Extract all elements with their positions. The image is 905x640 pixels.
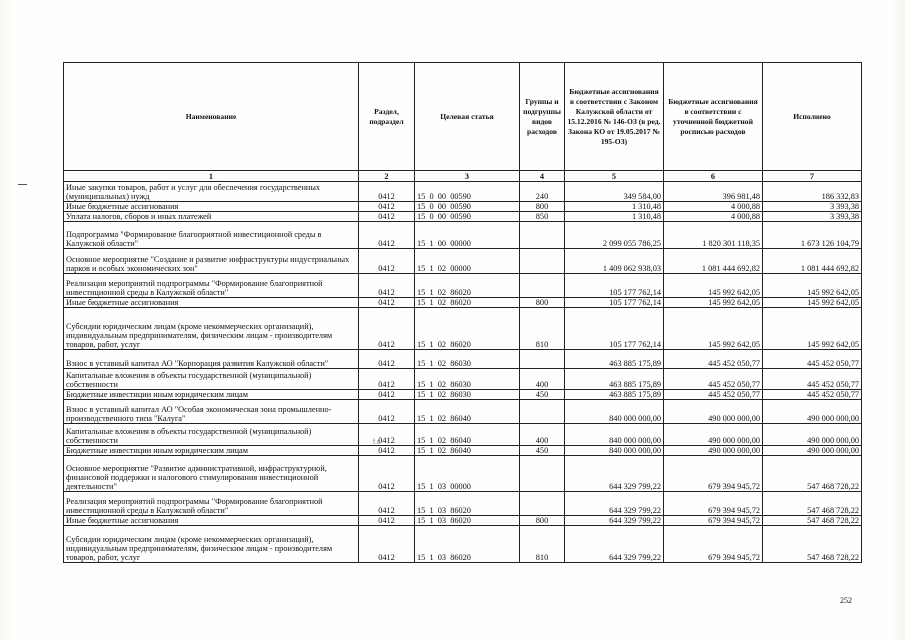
row-approved: 840 000 000,00 (565, 446, 664, 456)
table-row (64, 249, 862, 274)
row-approved: 644 329 799,22 (565, 526, 664, 563)
row-refined: 679 394 945,72 (664, 526, 763, 563)
row-group (520, 249, 565, 274)
row-approved: 644 329 799,22 (565, 492, 664, 516)
row-refined: 490 000 000,00 (664, 446, 763, 456)
row-executed: 547 468 728,22 (763, 526, 862, 563)
table-row (64, 456, 862, 492)
row-executed: 3 393,38 (763, 212, 862, 222)
handwritten-mark: f.c (373, 439, 381, 446)
row-executed: 145 992 642,05 (763, 298, 862, 308)
row-approved: 840 000 000,00 (565, 424, 664, 446)
row-group: 450 (520, 446, 565, 456)
row-refined: 445 452 050,77 (664, 390, 763, 400)
row-approved: 644 329 799,22 (565, 456, 664, 492)
row-article: 15 1 03 86020 (415, 516, 520, 526)
row-article: 15 1 02 86040 (415, 400, 520, 424)
row-executed: 490 000 000,00 (763, 446, 862, 456)
row-article: 15 1 03 00000 (415, 456, 520, 492)
row-article: 15 0 00 00590 (415, 212, 520, 222)
table-row (64, 446, 862, 456)
row-refined: 145 992 642,05 (664, 308, 763, 350)
row-approved: 349 584,00 (565, 182, 664, 202)
column-number: 1 (64, 171, 359, 182)
row-group (520, 456, 565, 492)
table-row (64, 424, 862, 446)
row-article: 15 1 02 86030 (415, 369, 520, 390)
column-number-row (64, 171, 862, 182)
row-section: 0412 (359, 446, 415, 456)
row-executed: 445 452 050,77 (763, 350, 862, 369)
row-group: 400 (520, 424, 565, 446)
row-refined: 4 000,88 (664, 212, 763, 222)
row-article: 15 1 02 86040 (415, 446, 520, 456)
page-number: 252 (840, 596, 852, 605)
row-executed: 490 000 000,00 (763, 400, 862, 424)
column-number: 7 (763, 171, 862, 182)
header-article: Целевая статья (415, 63, 520, 171)
row-article: 15 1 00 00000 (415, 222, 520, 249)
row-refined: 1 820 301 118,35 (664, 222, 763, 249)
row-name: Субсидии юридическим лицам (кроме некоммерческих организаций), индивидуальным предпринимателям, физическим лицам - производителям товаров, работ, услуг (64, 308, 359, 350)
row-article: 15 0 00 00590 (415, 202, 520, 212)
row-article: 15 1 03 86020 (415, 526, 520, 563)
row-group (520, 492, 565, 516)
row-executed: 145 992 642,05 (763, 308, 862, 350)
row-section: 0412 (359, 274, 415, 298)
column-number: 6 (664, 171, 763, 182)
row-approved: 1 409 062 938,03 (565, 249, 664, 274)
column-number: 2 (359, 171, 415, 182)
row-name: Иные бюджетные ассигнования (64, 298, 359, 308)
row-name: Бюджетные инвестиции иным юридическим лицам (64, 446, 359, 456)
row-section: 0412 (359, 492, 415, 516)
row-name: Уплата налогов, сборов и иных платежей (64, 212, 359, 222)
table-row (64, 222, 862, 249)
row-executed: 1 673 126 104,79 (763, 222, 862, 249)
row-executed: 3 393,38 (763, 202, 862, 212)
table-row (64, 182, 862, 202)
row-approved: 463 885 175,89 (565, 369, 664, 390)
row-group: 850 (520, 212, 565, 222)
column-number: 3 (415, 171, 520, 182)
row-section: 0412 (359, 212, 415, 222)
row-name: Основное мероприятие "Создание и развитие инфраструктуры индустриальных парков и особых экономических зон" (64, 249, 359, 274)
row-group (520, 222, 565, 249)
row-approved: 1 310,48 (565, 202, 664, 212)
row-name: Реализация мероприятий подпрограммы "Формирование благоприятной инвестиционной среды в Калужской области" (64, 492, 359, 516)
row-name: Реализация мероприятий подпрограммы "Формирование благоприятной инвестиционной среды в Калужской области" (64, 274, 359, 298)
column-number: 5 (565, 171, 664, 182)
row-refined: 679 394 945,72 (664, 492, 763, 516)
header-section: Раздел, подраздел (359, 63, 415, 171)
row-approved: 105 177 762,14 (565, 298, 664, 308)
table-row (64, 212, 862, 222)
row-group (520, 274, 565, 298)
table-row (64, 400, 862, 424)
row-article: 15 1 02 86030 (415, 390, 520, 400)
table-row (64, 202, 862, 212)
row-section: 0412 (359, 369, 415, 390)
row-group: 400 (520, 369, 565, 390)
row-executed: 1 081 444 692,82 (763, 249, 862, 274)
row-section: 0412 (359, 298, 415, 308)
row-name: Иные закупки товаров, работ и услуг для обеспечения государственных (муниципальных) нужд (64, 182, 359, 202)
row-name: Капитальные вложения в объекты государственной (муниципальной) собственности (64, 369, 359, 390)
row-executed: 547 468 728,22 (763, 456, 862, 492)
row-approved: 840 000 000,00 (565, 400, 664, 424)
row-group: 800 (520, 202, 565, 212)
row-refined: 490 000 000,00 (664, 400, 763, 424)
table-row (64, 492, 862, 516)
row-section: 0412 (359, 350, 415, 369)
row-approved: 463 885 175,89 (565, 390, 664, 400)
row-name: Взнос в уставный капитал АО "Особая экономическая зона промышленно-производственного типа "Калуга" (64, 400, 359, 424)
row-refined: 145 992 642,05 (664, 274, 763, 298)
row-article: 15 1 02 86030 (415, 350, 520, 369)
row-section: 0412 (359, 390, 415, 400)
row-article: 15 1 02 00000 (415, 249, 520, 274)
row-approved: 105 177 762,14 (565, 274, 664, 298)
row-article: 15 1 02 86020 (415, 298, 520, 308)
row-article: 15 1 02 86040 (415, 424, 520, 446)
table-row (64, 390, 862, 400)
row-group: 800 (520, 516, 565, 526)
column-number: 4 (520, 171, 565, 182)
header-refined: Бюджетные ассигнования в соответствии с уточненной бюджетной росписью расходов (664, 63, 763, 171)
row-group (520, 350, 565, 369)
row-approved: 644 329 799,22 (565, 516, 664, 526)
row-name: Бюджетные инвестиции иным юридическим лицам (64, 390, 359, 400)
row-name: Взнос в уставный капитал АО "Корпорация развития Калужской области" (64, 350, 359, 369)
row-approved: 1 310,48 (565, 212, 664, 222)
row-article: 15 0 00 00590 (415, 182, 520, 202)
row-group: 810 (520, 526, 565, 563)
row-executed: 445 452 050,77 (763, 390, 862, 400)
table-row (64, 298, 862, 308)
row-name: Иные бюджетные ассигнования (64, 516, 359, 526)
row-section: 0412 (359, 456, 415, 492)
table-header-row (64, 63, 862, 171)
row-group: 240 (520, 182, 565, 202)
row-refined: 4 000,88 (664, 202, 763, 212)
row-name: Капитальные вложения в объекты государственной (муниципальной) собственности (64, 424, 359, 446)
row-refined: 396 981,48 (664, 182, 763, 202)
row-approved: 2 099 055 786,25 (565, 222, 664, 249)
row-executed: 145 992 642,05 (763, 274, 862, 298)
row-approved: 105 177 762,14 (565, 308, 664, 350)
margin-mark (18, 184, 27, 185)
row-refined: 679 394 945,72 (664, 456, 763, 492)
table-row (64, 516, 862, 526)
row-executed: 547 468 728,22 (763, 492, 862, 516)
row-executed: 186 332,83 (763, 182, 862, 202)
row-name: Иные бюджетные ассигнования (64, 202, 359, 212)
row-section: 0412 (359, 222, 415, 249)
row-name: Субсидии юридическим лицам (кроме некоммерческих организаций), индивидуальным предпринимателям, физическим лицам - производителям товаров, работ, услуг (64, 526, 359, 563)
header-approved: Бюджетные ассигнования в соответствии с Законом Калужской области от 15.12.2016 № 146-ОЗ (в ред. Закона КО от 19.05.2017 № 195-ОЗ) (565, 63, 664, 171)
row-executed: 445 452 050,77 (763, 369, 862, 390)
row-article: 15 1 02 86020 (415, 274, 520, 298)
header-groups: Группы и подгруппы видов расходов (520, 63, 565, 171)
table-row (64, 526, 862, 563)
row-section: 0412 (359, 424, 415, 446)
row-refined: 490 000 000,00 (664, 424, 763, 446)
row-section: 0412 (359, 400, 415, 424)
row-refined: 445 452 050,77 (664, 350, 763, 369)
row-section: 0412 (359, 249, 415, 274)
row-refined: 679 394 945,72 (664, 516, 763, 526)
row-article: 15 1 02 86020 (415, 308, 520, 350)
header-name: Наименование (64, 63, 359, 171)
budget-table (63, 62, 862, 563)
row-section: 0412 (359, 308, 415, 350)
row-group: 450 (520, 390, 565, 400)
row-refined: 1 081 444 692,82 (664, 249, 763, 274)
row-refined: 145 992 642,05 (664, 298, 763, 308)
row-group: 800 (520, 298, 565, 308)
row-approved: 463 885 175,89 (565, 350, 664, 369)
table-row (64, 274, 862, 298)
row-executed: 547 468 728,22 (763, 516, 862, 526)
header-executed: Исполнено (763, 63, 862, 171)
row-name: Подпрограмма "Формирование благоприятной инвестиционной среды в Калужской области" (64, 222, 359, 249)
row-section: 0412 (359, 202, 415, 212)
row-section: 0412 (359, 182, 415, 202)
row-group (520, 400, 565, 424)
row-executed: 490 000 000,00 (763, 424, 862, 446)
row-section: 0412 (359, 516, 415, 526)
row-article: 15 1 03 86020 (415, 492, 520, 516)
table-row (64, 350, 862, 369)
table-body (64, 182, 862, 563)
row-group: 810 (520, 308, 565, 350)
table-row (64, 308, 862, 350)
row-refined: 445 452 050,77 (664, 369, 763, 390)
row-name: Основное мероприятие "Развитие административной, инфраструктурной, финансовой поддержки и налогового стимулирования инвестиционной деятельности" (64, 456, 359, 492)
table-row (64, 369, 862, 390)
row-section: 0412 (359, 526, 415, 563)
